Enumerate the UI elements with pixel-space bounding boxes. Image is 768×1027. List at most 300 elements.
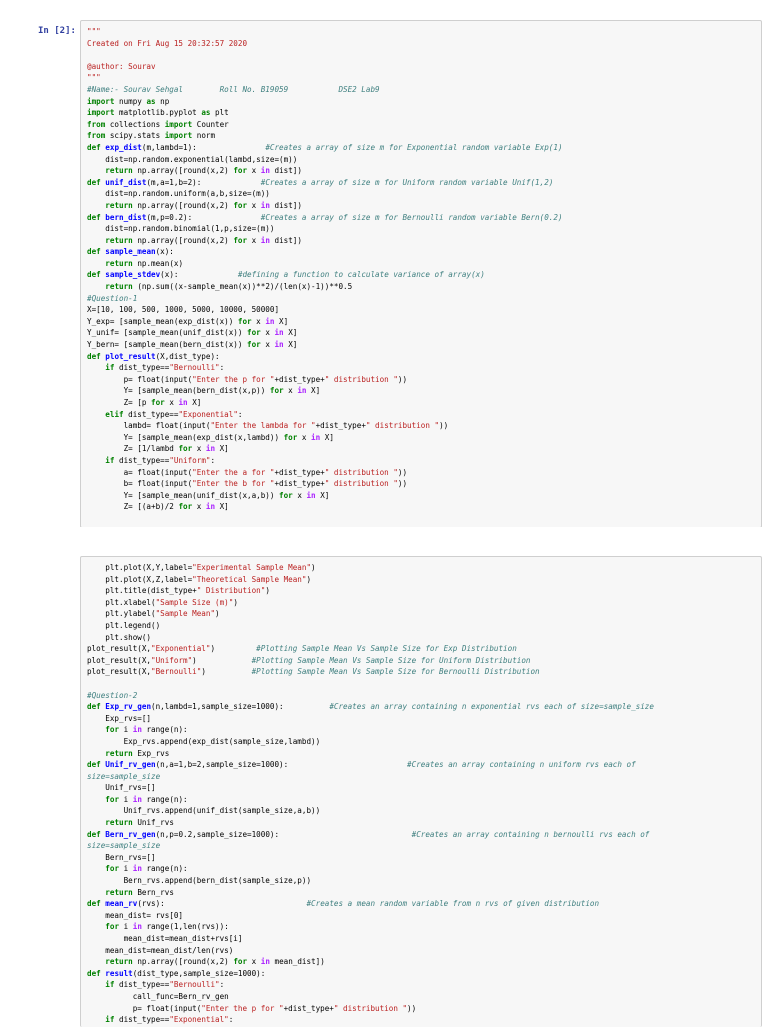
code-line bbox=[87, 154, 757, 166]
code-token: for bbox=[105, 725, 124, 735]
code-token: : bbox=[219, 980, 225, 990]
code-token: in bbox=[306, 490, 321, 500]
code-line bbox=[87, 678, 757, 690]
code-line bbox=[87, 281, 757, 293]
code-token: range(n): bbox=[146, 864, 188, 874]
code-token: scipy.stats bbox=[109, 131, 165, 141]
code-token: Exp_rvs=[] bbox=[87, 713, 152, 723]
code-token: )) bbox=[397, 467, 408, 477]
code-token: ) bbox=[311, 563, 316, 572]
code-editor-2[interactable] bbox=[87, 562, 757, 1026]
code-token: (rvs): bbox=[137, 899, 307, 909]
code-token: return bbox=[105, 166, 138, 176]
code-token: X] bbox=[279, 316, 289, 326]
code-token: in bbox=[132, 725, 147, 735]
code-line bbox=[87, 759, 757, 771]
code-token: #Question-1 bbox=[87, 293, 138, 303]
code-token: size=sample_size bbox=[87, 771, 161, 781]
code-token: +dist_type+ bbox=[283, 1003, 334, 1013]
code-token: in bbox=[297, 386, 312, 396]
code-token: in bbox=[178, 398, 193, 407]
code-line bbox=[87, 61, 757, 73]
code-token: return bbox=[105, 282, 138, 292]
code-token: return bbox=[105, 818, 138, 828]
code-token: : bbox=[237, 409, 243, 419]
code-token: b= float(input( bbox=[87, 479, 193, 489]
code-line bbox=[87, 235, 757, 247]
code-token bbox=[87, 456, 105, 465]
code-token: #Plotting Sample Mean Vs Sample Size for Uniform Distribution bbox=[251, 655, 531, 665]
code-token: ) bbox=[215, 609, 220, 619]
code-token: "Bernoulli" bbox=[151, 667, 202, 677]
code-token: " Distribution" bbox=[196, 586, 266, 596]
code-token bbox=[87, 282, 105, 291]
code-line bbox=[87, 585, 757, 597]
code-token: x bbox=[251, 200, 261, 210]
code-line bbox=[87, 165, 757, 177]
code-token: i bbox=[123, 725, 133, 735]
code-token: in bbox=[205, 502, 220, 512]
code-token: " distribution " bbox=[333, 1003, 408, 1013]
code-token bbox=[87, 749, 105, 758]
code-token: range(n): bbox=[146, 725, 188, 735]
code-token: range(1,len(rvs)): bbox=[146, 922, 229, 932]
code-token: ) bbox=[210, 644, 257, 654]
code-token: for bbox=[151, 398, 170, 407]
code-token: x bbox=[196, 502, 206, 512]
code-token: in bbox=[132, 922, 147, 932]
code-token bbox=[87, 980, 105, 989]
code-token: " distribution " bbox=[324, 479, 398, 489]
code-line bbox=[87, 724, 757, 736]
code-token: Unif_rvs=[] bbox=[87, 783, 156, 793]
code-token bbox=[87, 888, 105, 897]
code-token: i bbox=[123, 794, 133, 804]
code-token: "Sample Size (m)" bbox=[155, 597, 234, 607]
code-token: (X,dist_type): bbox=[155, 351, 220, 361]
code-token: Y_unif= [sample_mean(unif_dist(x)) bbox=[87, 328, 248, 338]
code-token: for bbox=[233, 957, 252, 967]
code-editor-1[interactable] bbox=[87, 26, 757, 513]
code-token: dist_type== bbox=[119, 1015, 170, 1025]
code-token: (m,a=1,b=2): bbox=[146, 177, 261, 187]
code-line bbox=[87, 467, 757, 479]
code-line bbox=[87, 409, 757, 421]
code-token: def bbox=[87, 702, 106, 712]
code-token: x bbox=[196, 444, 206, 454]
code-token: exp_dist bbox=[105, 142, 142, 152]
code-token: X] bbox=[320, 490, 330, 500]
code-token: in bbox=[311, 432, 325, 442]
code-token: Y_bern= [sample_mean(bern_dist(x)) bbox=[87, 340, 248, 350]
code-token: for bbox=[178, 444, 197, 454]
code-token: x bbox=[301, 432, 312, 442]
code-token: "Enter the a for " bbox=[192, 467, 275, 477]
code-token bbox=[87, 957, 105, 966]
code-line bbox=[87, 945, 757, 957]
code-token: x bbox=[256, 316, 266, 326]
code-token: X] bbox=[311, 386, 321, 396]
code-token: +dist_type+ bbox=[315, 421, 366, 431]
code-token: from bbox=[87, 119, 110, 129]
code-line bbox=[87, 933, 757, 945]
code-token: import bbox=[164, 131, 197, 141]
code-token: return bbox=[105, 748, 138, 758]
code-token: for bbox=[233, 166, 252, 176]
code-token: ) bbox=[306, 574, 312, 584]
code-line bbox=[87, 713, 757, 725]
code-token: for bbox=[279, 490, 298, 500]
code-token: lambd= float(input( bbox=[87, 421, 211, 431]
code-token: for bbox=[237, 316, 257, 326]
code-token: size=sample_size bbox=[87, 841, 161, 851]
code-line bbox=[87, 910, 757, 922]
code-line bbox=[87, 385, 757, 397]
code-line bbox=[87, 817, 757, 829]
code-line bbox=[87, 852, 757, 864]
code-token: dist]) bbox=[274, 200, 302, 210]
code-token: "Experimental Sample Mean" bbox=[192, 563, 312, 572]
code-token: Unif_rvs bbox=[137, 818, 174, 828]
code-token: Bern_rvs bbox=[137, 887, 174, 897]
code-token bbox=[87, 922, 105, 931]
code-token: np.array([round(x,2) bbox=[137, 200, 234, 210]
code-cell-1[interactable] bbox=[80, 20, 762, 528]
code-line bbox=[87, 608, 757, 620]
code-token: a= float(input( bbox=[87, 467, 193, 477]
code-token: #Question-2 bbox=[87, 690, 138, 700]
code-line bbox=[87, 655, 757, 667]
code-token: )) bbox=[397, 374, 408, 384]
code-token: p= float(input( bbox=[87, 374, 193, 384]
code-line bbox=[87, 921, 757, 933]
code-token: in bbox=[274, 340, 289, 350]
code-token: plt.xlabel( bbox=[87, 597, 156, 607]
code-token: "Exponential" bbox=[178, 409, 238, 419]
code-line bbox=[87, 200, 757, 212]
code-token: def bbox=[87, 177, 106, 187]
code-token: "Uniform" bbox=[169, 455, 211, 465]
code-token: for bbox=[233, 200, 252, 210]
code-line bbox=[87, 562, 757, 574]
code-line bbox=[87, 339, 757, 351]
code-line bbox=[87, 443, 757, 455]
code-line bbox=[87, 130, 757, 142]
code-token: for bbox=[105, 922, 124, 932]
code-token: #Creates a array of size m for Exponential random variable Exp(1) bbox=[265, 142, 563, 152]
code-token: : bbox=[210, 455, 216, 465]
code-token: : bbox=[228, 1015, 234, 1025]
code-token: )) bbox=[439, 421, 449, 431]
code-token: import bbox=[164, 119, 197, 129]
code-token: " distribution " bbox=[324, 374, 398, 384]
code-line bbox=[87, 269, 757, 281]
code-token: x bbox=[297, 490, 307, 500]
code-token: Y_exp= [sample_mean(exp_dist(x)) bbox=[87, 316, 238, 326]
code-token: as bbox=[146, 96, 161, 106]
code-token: unif_dist bbox=[105, 177, 147, 187]
code-token: def bbox=[87, 760, 106, 770]
code-line bbox=[87, 875, 757, 887]
code-line bbox=[87, 72, 757, 84]
code-token: plt.title(dist_type+ bbox=[87, 586, 197, 596]
code-token: "Exponential" bbox=[151, 644, 211, 654]
code-line bbox=[87, 736, 757, 748]
code-token: "Theoretical Sample Mean" bbox=[192, 574, 307, 584]
code-token: in bbox=[260, 957, 275, 967]
code-token: return bbox=[105, 235, 138, 245]
code-token: in bbox=[132, 794, 147, 804]
code-token: dist=np.random.exponential(lambd,size=(m)) bbox=[87, 154, 298, 164]
code-token: X] bbox=[324, 432, 334, 442]
code-token: np.array([round(x,2) bbox=[137, 957, 234, 967]
code-line bbox=[87, 574, 757, 586]
code-token: (m,p=0.2): bbox=[146, 212, 261, 222]
code-line bbox=[87, 362, 757, 374]
code-token: "Uniform" bbox=[151, 655, 193, 665]
code-token bbox=[87, 236, 105, 245]
code-token: np.array([round(x,2) bbox=[137, 166, 234, 176]
code-line bbox=[87, 991, 757, 1003]
code-token: plt.ylabel( bbox=[87, 609, 156, 619]
code-token bbox=[87, 1015, 105, 1024]
code-token: if bbox=[105, 455, 120, 465]
code-line bbox=[87, 374, 757, 386]
code-token: Exp_rvs bbox=[137, 748, 170, 758]
code-token: np.mean(x) bbox=[137, 258, 184, 268]
code-token: Exp_rvs.append(exp_dist(sample_size,lambd)) bbox=[87, 736, 321, 746]
code-token: in bbox=[205, 444, 220, 454]
code-token: return bbox=[105, 887, 138, 897]
code-token: i bbox=[123, 922, 133, 932]
code-token: for bbox=[247, 340, 266, 350]
code-token: dist=np.random.uniform(a,b,size=(m)) bbox=[87, 189, 270, 199]
code-line bbox=[87, 782, 757, 794]
code-token: for bbox=[283, 432, 302, 442]
code-token: : bbox=[219, 363, 225, 373]
code-token: X] bbox=[192, 398, 202, 407]
code-token: @author: Sourav bbox=[87, 61, 156, 71]
code-line bbox=[87, 632, 757, 644]
code-line bbox=[87, 223, 757, 235]
code-line bbox=[87, 420, 757, 432]
code-line bbox=[87, 84, 757, 96]
code-token: " distribution " bbox=[365, 421, 440, 431]
code-token: def bbox=[87, 829, 106, 839]
code-line bbox=[87, 38, 757, 50]
code-line bbox=[87, 258, 757, 270]
code-token: if bbox=[105, 363, 120, 373]
code-line bbox=[87, 805, 757, 817]
code-token: #Creates a array of size m for Uniform random variable Unif(1,2) bbox=[260, 177, 554, 187]
code-token: Z= [p bbox=[87, 398, 152, 407]
code-token: #Plotting Sample Mean Vs Sample Size for Bernoulli Distribution bbox=[251, 667, 540, 677]
code-token: )) bbox=[407, 1003, 417, 1013]
code-token: import bbox=[87, 108, 120, 118]
code-token: Bern_rvs=[] bbox=[87, 852, 156, 862]
code-token: x bbox=[265, 328, 275, 338]
code-token: x bbox=[288, 386, 298, 396]
code-line bbox=[87, 501, 757, 513]
code-line bbox=[87, 968, 757, 980]
code-line bbox=[87, 490, 757, 502]
code-token: plot_result(X, bbox=[87, 655, 152, 665]
code-token: in bbox=[260, 166, 275, 176]
code-line bbox=[87, 212, 757, 224]
code-token: ) bbox=[233, 597, 238, 607]
code-token: result bbox=[105, 968, 133, 978]
code-token: X] bbox=[288, 328, 298, 338]
code-token: plt.show() bbox=[87, 632, 152, 642]
code-token: if bbox=[105, 980, 120, 990]
code-token: matplotlib.pyplot bbox=[119, 108, 202, 118]
code-token bbox=[87, 259, 105, 268]
code-token: numpy bbox=[119, 96, 147, 106]
code-line bbox=[87, 351, 757, 363]
code-token: np bbox=[160, 96, 170, 106]
code-token bbox=[87, 201, 105, 210]
code-token: def bbox=[87, 351, 106, 361]
code-token: if bbox=[105, 1015, 120, 1025]
code-token: " distribution " bbox=[324, 467, 398, 477]
code-token: as bbox=[201, 108, 216, 118]
code-line bbox=[87, 887, 757, 899]
code-token: #Creates a mean random variable from n rvs of given distribution bbox=[306, 899, 600, 909]
code-token: Y= [sample_mean(bern_dist(x,p)) bbox=[87, 386, 270, 396]
code-token: plt.legend() bbox=[87, 620, 161, 630]
code-line bbox=[87, 246, 757, 258]
code-token: mean_dist]) bbox=[274, 957, 325, 967]
code-token: #Plotting Sample Mean Vs Sample Size for Exp Distribution bbox=[256, 644, 517, 654]
code-token: Counter bbox=[196, 119, 229, 129]
code-token: for bbox=[269, 386, 289, 396]
code-token: def bbox=[87, 968, 106, 978]
code-token: return bbox=[105, 258, 138, 268]
code-token: +dist_type+ bbox=[274, 479, 325, 489]
code-token: "Enter the b for " bbox=[192, 479, 275, 489]
code-token: for bbox=[105, 794, 124, 804]
code-token: dist_type== bbox=[119, 455, 170, 465]
code-token: "Bernoulli" bbox=[169, 980, 220, 990]
code-token: (np.sum((x-sample_mean(x))**2)/(len(x)-1))**0.5 bbox=[137, 282, 353, 292]
code-token: p= float(input( bbox=[87, 1003, 202, 1013]
code-token: sample_mean bbox=[105, 247, 156, 257]
cell-prompt: In [2]: bbox=[38, 26, 76, 36]
code-token: Bern_rvs.append(bern_dist(sample_size,p)) bbox=[87, 876, 312, 886]
code-token: bern_dist bbox=[105, 212, 147, 222]
code-line bbox=[87, 979, 757, 991]
code-line bbox=[87, 597, 757, 609]
code-token: in bbox=[132, 864, 147, 874]
code-token: #defining a function to calculate variance of array(x) bbox=[237, 270, 485, 280]
code-token: ) bbox=[192, 655, 252, 665]
code-token: def bbox=[87, 212, 106, 222]
code-line bbox=[87, 455, 757, 467]
code-token bbox=[87, 166, 105, 175]
code-line bbox=[87, 956, 757, 968]
code-token: sample_stdev bbox=[105, 270, 161, 280]
code-cell-2[interactable] bbox=[80, 556, 762, 1027]
code-token: plot_result(X, bbox=[87, 644, 152, 654]
code-token: Y= [sample_mean(unif_dist(x,a,b)) bbox=[87, 490, 280, 500]
code-token: mean_dist=mean_dist+rvs[i] bbox=[87, 934, 243, 943]
code-token: elif bbox=[105, 409, 129, 419]
code-line bbox=[87, 620, 757, 632]
code-token: #Name:- Sourav Sehgal Roll No. B19059 DSE2 Lab9 bbox=[87, 84, 380, 94]
code-line bbox=[87, 748, 757, 760]
code-token: """ bbox=[87, 73, 101, 83]
code-token: ) bbox=[265, 586, 270, 596]
code-line bbox=[87, 666, 757, 678]
code-line bbox=[87, 829, 757, 841]
code-token: plt.plot(X,Z,label= bbox=[87, 574, 193, 584]
code-token: #Creates an array containing n bernoulli rvs each of bbox=[411, 829, 650, 839]
code-token: in bbox=[260, 235, 275, 245]
code-token: dist=np.random.binomial(1,p,size=(m)) bbox=[87, 224, 275, 234]
code-token: #Creates an array containing n uniform rvs each of bbox=[407, 760, 636, 770]
code-line bbox=[87, 863, 757, 875]
code-token: in bbox=[274, 328, 289, 338]
code-token: "Enter the p for " bbox=[201, 1003, 284, 1013]
code-token: plot_result(X, bbox=[87, 667, 152, 677]
code-token: Y= [sample_mean(exp_dist(x,lambd)) bbox=[87, 432, 284, 442]
code-token: dist_type== bbox=[128, 409, 179, 419]
code-token: plt.plot(X,Y,label= bbox=[87, 563, 193, 572]
code-token: X] bbox=[288, 340, 298, 350]
code-token bbox=[87, 410, 105, 419]
code-token: "Exponential" bbox=[169, 1015, 229, 1025]
code-token: (n,a=1,b=2,sample_size=1000): bbox=[155, 760, 408, 770]
code-token: from bbox=[87, 131, 110, 141]
code-line bbox=[87, 643, 757, 655]
code-token: call_func=Bern_rv_gen bbox=[87, 991, 229, 1001]
code-token: (x): bbox=[155, 247, 174, 257]
code-token: plot_result bbox=[105, 351, 156, 361]
code-token: mean_dist=mean_dist/len(rvs) bbox=[87, 945, 234, 955]
code-line bbox=[87, 293, 757, 305]
code-token: "Enter the lambda for " bbox=[210, 421, 316, 431]
code-token: x bbox=[251, 957, 261, 967]
code-token: """ bbox=[87, 27, 101, 36]
code-token: +dist_type+ bbox=[274, 374, 325, 384]
code-token: i bbox=[123, 864, 133, 874]
code-token: Unif_rv_gen bbox=[105, 760, 156, 770]
code-line bbox=[87, 898, 757, 910]
code-token: def bbox=[87, 899, 106, 909]
code-token: (m,lambd=1): bbox=[141, 142, 266, 152]
code-token: X] bbox=[219, 502, 229, 512]
code-token: X] bbox=[219, 444, 229, 454]
code-token: in bbox=[260, 200, 275, 210]
code-line bbox=[87, 1014, 757, 1026]
code-token: x bbox=[265, 340, 275, 350]
code-line bbox=[87, 119, 757, 131]
code-token: x bbox=[169, 398, 179, 407]
code-token bbox=[87, 818, 105, 827]
code-line bbox=[87, 49, 757, 61]
code-token: ) bbox=[201, 667, 252, 677]
code-token: (n,lambd=1,sample_size=1000): bbox=[151, 702, 330, 712]
code-line bbox=[87, 96, 757, 108]
code-token: (n,p=0.2,sample_size=1000): bbox=[155, 829, 412, 839]
code-token: norm bbox=[196, 131, 216, 141]
code-token: return bbox=[105, 957, 138, 967]
code-token: Created on Fri Aug 15 20:32:57 2020 bbox=[87, 38, 248, 48]
code-token: Z= [1/lambd bbox=[87, 444, 179, 454]
code-token: np.array([round(x,2) bbox=[137, 235, 234, 245]
code-token: def bbox=[87, 247, 106, 257]
page-gap bbox=[0, 527, 768, 555]
